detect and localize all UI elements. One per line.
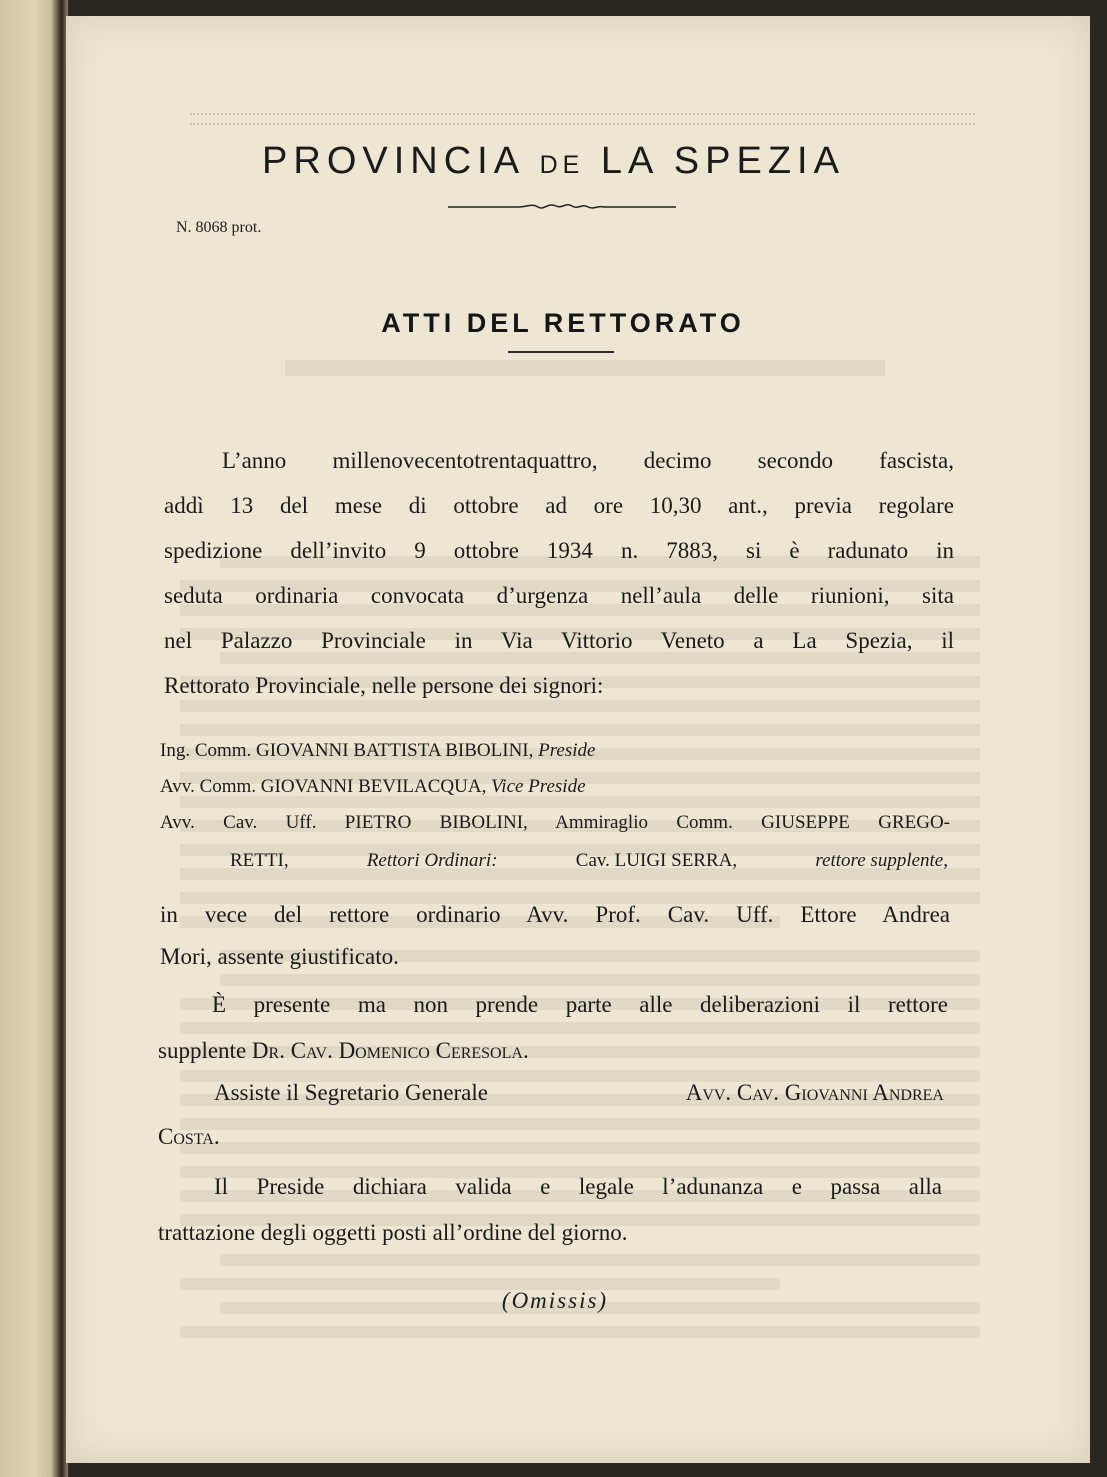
- paragraph3-line1: È presente ma non prende parte alle deliberazioni il rettore: [212, 992, 948, 1017]
- paragraph1-line6: Rettorato Provinciale, nelle persone dei signori:: [164, 673, 604, 698]
- paragraph2-line2: Mori, assente giustificato.: [160, 944, 399, 969]
- paragraph2-line1: in vece del rettore ordinario Avv. Prof. Cav. Uff. Ettore Andrea: [160, 902, 950, 927]
- section-title-underline: [508, 351, 614, 353]
- member-4-role-ordinari: Rettori Ordinari:: [366, 850, 498, 871]
- left-page-edge: [0, 0, 58, 1477]
- paragraph1-line4: seduta ordinaria convocata d’urgenza nell’aula delle riunioni, sita: [164, 583, 954, 608]
- section-title: ATTI DEL RETTORATO: [381, 308, 745, 338]
- ornament-divider-icon: [448, 198, 676, 214]
- member-1-name: Ing. Comm. GIOVANNI BATTISTA BIBOLINI,: [160, 740, 534, 761]
- member-4-name: RETTI,: [230, 850, 289, 871]
- member-4-serra: Cav. LUIGI SERRA,: [575, 850, 738, 871]
- title-de: DE: [539, 151, 585, 179]
- paragraph4-costa-name: Avv. Cav. Giovanni Andrea: [685, 1080, 944, 1105]
- member-1-role: Preside: [538, 740, 596, 761]
- document-title: [0, 140, 1107, 183]
- paragraph5-line1: Il Preside dichiara valida e legale l’adunanza e passa alla: [214, 1174, 942, 1199]
- member-line-1: [160, 740, 950, 762]
- paragraph4-line1: [214, 1080, 944, 1106]
- member-line-4: [230, 850, 948, 872]
- paragraph1-line2: addì 13 del mese di ottobre ad ore 10,30 ant., previa regolare: [164, 493, 954, 518]
- paragraph3-supplente: supplente: [158, 1038, 247, 1063]
- paragraph4-prefix: Assiste il Segretario Generale: [214, 1080, 488, 1105]
- member-2-name: Avv. Comm. GIOVANNI BEVILACQUA,: [160, 776, 487, 797]
- paragraph1-line3: spedizione dell’invito 9 ottobre 1934 n. 7883, si è radunato in: [164, 538, 954, 563]
- member-line-3: Avv. Cav. Uff. PIETRO BIBOLINI, Ammiraglio Comm. GIUSEPPE GREGO-: [160, 812, 950, 833]
- title-provincia: PROVINCIA: [262, 140, 523, 182]
- paragraph1-line1: L’anno millenovecentotrentaquattro, decimo secondo fascista,: [222, 448, 954, 473]
- member-4-role-supplente: rettore supplente,: [815, 850, 948, 871]
- bleed-through-rule: [190, 113, 975, 125]
- paragraph4-line2: Costa.: [158, 1124, 220, 1149]
- paragraph5-line2: trattazione degli oggetti posti all’ordine del giorno.: [158, 1220, 628, 1245]
- paragraph3-line2: [158, 1038, 948, 1064]
- paragraph3-ceresola: Dr. Cav. Domenico Ceresola.: [251, 1038, 529, 1063]
- member-line-2: [160, 776, 950, 798]
- omissis-closing: (Omissis): [501, 1288, 609, 1313]
- title-la-spezia: LA SPEZIA: [600, 140, 845, 182]
- member-2-role: Vice Preside: [491, 776, 586, 797]
- protocol-number: N. 8068 prot.: [176, 219, 262, 236]
- paragraph1-line5: nel Palazzo Provinciale in Via Vittorio Veneto a La Spezia, il: [164, 628, 954, 653]
